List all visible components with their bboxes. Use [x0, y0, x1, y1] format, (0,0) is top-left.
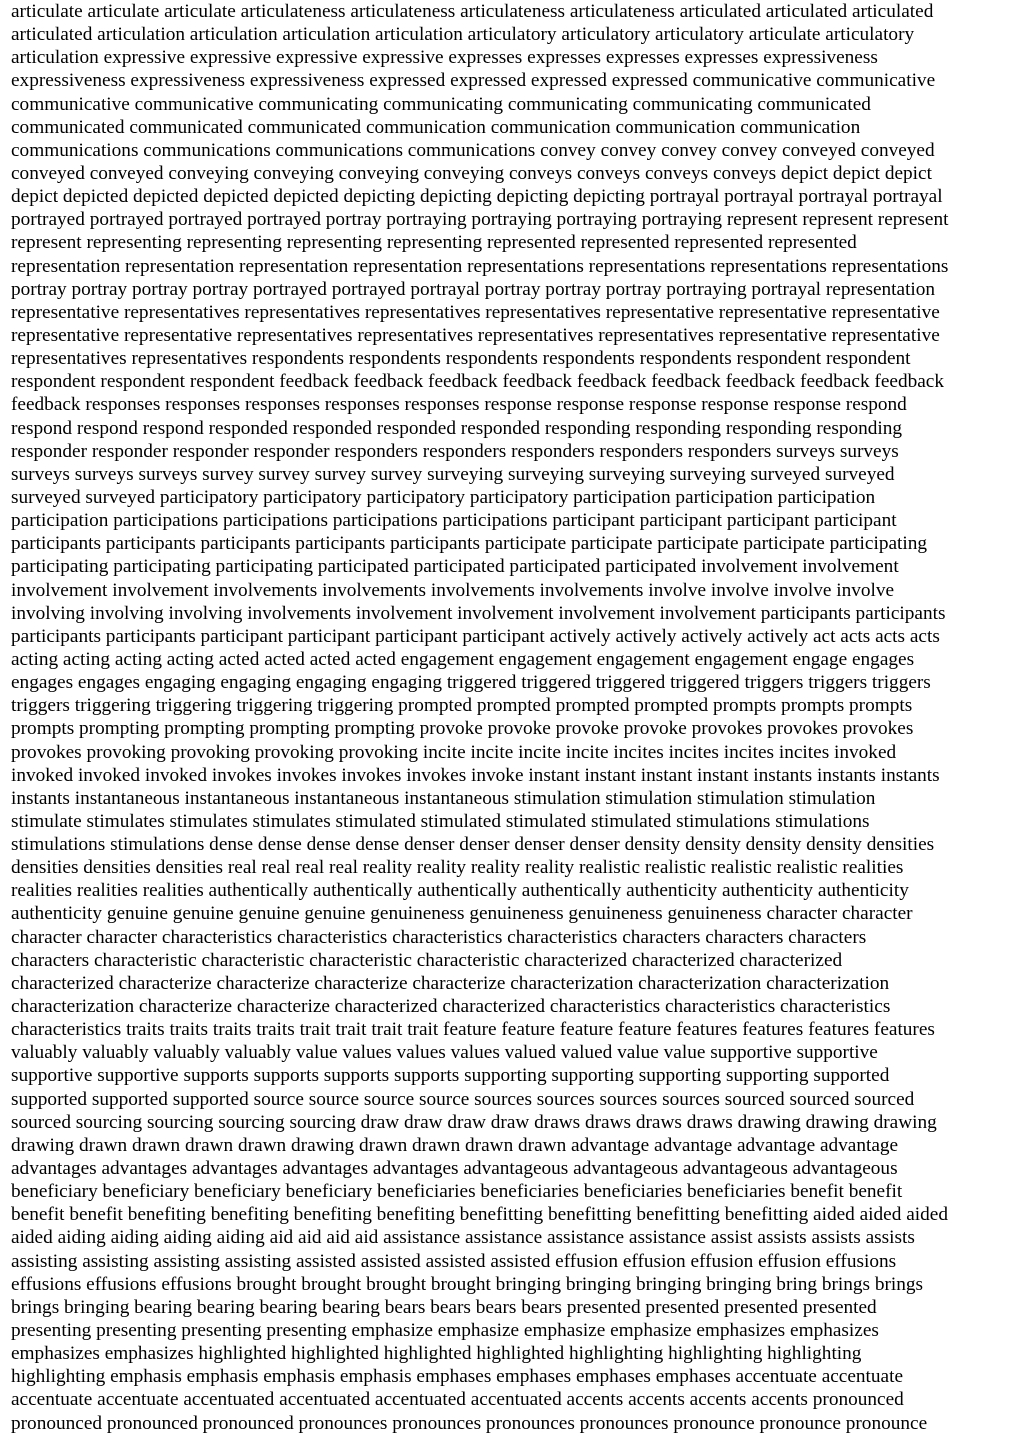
- text-line: presenting presenting presenting presenting emphasize emphasize emphasize emphasize emphasizes emphasizes: [11, 1320, 879, 1342]
- text-line: representative representative representatives representatives representatives representatives representative representative: [11, 324, 940, 346]
- text-line: expressiveness expressiveness expressiveness expressed expressed expressed expressed communicative communicative: [11, 70, 936, 92]
- text-line: supportive supportive supports supports supports supports supporting supporting supporting supporting supported: [11, 1065, 890, 1087]
- text-line: emphasizes emphasizes highlighted highlighted highlighted highlighted highlighting highlighting highlighting: [11, 1343, 862, 1365]
- text-line: drawing drawn drawn drawn drawn drawing drawn drawn drawn drawn advantage advantage advantage advantage: [11, 1134, 899, 1156]
- text-line: represent representing representing representing representing represented represented represented represented: [11, 232, 857, 254]
- text-line: conveyed conveyed conveying conveying conveying conveying conveys conveys conveys conveys depict depict depict: [11, 162, 932, 184]
- text-line: triggers triggering triggering triggering triggering prompted prompted prompted prompted prompts prompts prompts: [11, 695, 913, 717]
- text-line: articulated articulation articulation articulation articulation articulatory articulatory articulatory articulate articulatory: [11, 24, 915, 46]
- text-line: acting acting acting acting acted acted acted acted engagement engagement engagement engagement engage engages: [11, 648, 915, 670]
- text-line: communicative communicative communicating communicating communicating communicating communicated: [11, 93, 871, 115]
- text-line: [11, 1435, 1018, 1446]
- text-line: provokes provoking provoking provoking provoking incite incite incite incite incites incites incites incites invoked: [11, 741, 897, 763]
- text-line: advantages advantages advantages advantages advantages advantageous advantageous advantageous advantageous: [11, 1158, 898, 1180]
- text-line: communications communications communications communications convey convey convey convey conveyed conveyed: [11, 139, 935, 161]
- text-line: densities densities densities real real real real reality reality reality reality realistic realistic realistic realistic realities: [11, 857, 904, 879]
- text-line: representatives representatives respondents respondents respondents respondents respondents respondent respondent: [11, 348, 911, 370]
- text-line: respondent respondent respondent feedback feedback feedback feedback feedback feedback feedback feedback feedback: [11, 371, 944, 393]
- text-line: sourced sourcing sourcing sourcing sourcing draw draw draw draw draws draws draws draws drawing drawing drawing: [11, 1111, 937, 1133]
- text-line: realities realities realities authentically authentically authentically authentically authenticity authenticity authenticity: [11, 880, 909, 902]
- text-line: supported supported supported source source source source sources sources sources sources sourced sourced sourced: [11, 1088, 915, 1110]
- text-line: involvement involvement involvements involvements involvements involvements involve involve involve involve: [11, 579, 895, 601]
- text-line: characters characteristic characteristic characteristic characteristic characterized characterized characterized: [11, 949, 843, 971]
- text-line: brings bringing bearing bearing bearing bearing bears bears bears bears presented presented presented presented: [11, 1296, 877, 1318]
- text-line: character character characteristics characteristics characteristics characteristics characters characters characters: [11, 926, 867, 948]
- text-line: characterized characterize characterize characterize characterize characterization characterization characterization: [11, 972, 890, 994]
- text-line: participating participating participating participated participated participated participated involvement involvement: [11, 556, 899, 578]
- text-line: depict depicted depicted depicted depicted depicting depicting depicting depicting portrayal portrayal portrayal portrayal: [11, 186, 943, 208]
- text-line: stimulate stimulates stimulates stimulates stimulated stimulated stimulated stimulated stimulations stimulations: [11, 810, 870, 832]
- text-line: accentuate accentuate accentuated accentuated accentuated accentuated accents accents accents accents pronounced: [11, 1389, 904, 1411]
- text-line: stimulations stimulations dense dense dense dense denser denser denser denser density density density density densities: [11, 834, 935, 856]
- text-line: pronounced pronounced pronounced pronounces pronounces pronounces pronounces pronounce pronounce pronounce: [11, 1412, 928, 1434]
- text-line: assisting assisting assisting assisting assisted assisted assisted assisted effusion effusion effusion effusion effusions: [11, 1250, 897, 1272]
- text-line: engages engages engaging engaging engaging engaging triggered triggered triggered triggered triggers triggers triggers: [11, 672, 931, 694]
- text-line: involving involving involving involvements involvement involvement involvement involvement participants participants: [11, 602, 946, 624]
- text-line: valuably valuably valuably valuably value values values values valued valued value value supportive supportive: [11, 1042, 878, 1064]
- text-line: invoked invoked invoked invokes invokes invokes invokes invoke instant instant instant instant instants instants instants: [11, 764, 940, 786]
- text-line: surveys surveys surveys survey survey survey survey surveying surveying surveying surveying surveyed surveyed: [11, 463, 895, 485]
- text-line: articulate articulate articulate articulateness articulateness articulateness articulateness articulated articulated articulated: [11, 1, 934, 22]
- text-line: articulation expressive expressive expressive expressive expresses expresses expresses expresses expressiveness: [11, 47, 878, 69]
- text-line: participation participations participations participations participations participant participant participant participant: [11, 510, 897, 532]
- text-line: representation representation representation representation representations representations representations representations: [11, 255, 949, 277]
- text-line: beneficiary beneficiary beneficiary beneficiary beneficiaries beneficiaries beneficiaries beneficiaries benefit benefit: [11, 1181, 903, 1203]
- text-line: surveyed surveyed participatory participatory participatory participatory participation participation participation: [11, 486, 876, 508]
- text-line: benefit benefit benefiting benefiting benefiting benefiting benefitting benefitting benefitting benefitting aided aided aided: [11, 1204, 948, 1226]
- text-line: participants participants participant participant participant participant actively actively actively actively act acts acts acts: [11, 625, 940, 647]
- text-line: representative representatives representatives representatives representatives representative representative representative: [11, 301, 940, 323]
- text-line: authenticity genuine genuine genuine genuine genuineness genuineness genuineness genuineness character character: [11, 903, 913, 925]
- text-line: highlighting emphasis emphasis emphasis emphasis emphases emphases emphases emphases accentuate accentuate: [11, 1366, 904, 1388]
- text-line: portrayed portrayed portrayed portrayed portray portraying portraying portraying portraying represent represent represent: [11, 209, 949, 231]
- text-line: instants instantaneous instantaneous instantaneous instantaneous stimulation stimulation stimulation stimulation: [11, 787, 876, 809]
- text-line: feedback responses responses responses responses responses response response response response response respond: [11, 394, 907, 416]
- text-line: portray portray portray portray portrayed portrayed portrayal portray portray portray portraying portrayal representation: [11, 278, 936, 300]
- text-line: characterization characterize characterize characterized characterized characteristics characteristics characteristics: [11, 996, 891, 1018]
- text-line: respond respond respond responded responded responded responded responding responding responding responding: [11, 417, 903, 439]
- text-line: responder responder responder responder responders responders responders responders responders surveys surveys: [11, 440, 899, 462]
- text-line: characteristics traits traits traits traits trait trait trait trait feature feature feature feature features features features features: [11, 1019, 935, 1041]
- text-line: participants participants participants participants participants participate participate participate participate participating: [11, 533, 928, 555]
- text-line: effusions effusions effusions brought brought brought brought bringing bringing bringing bringing bring brings brings: [11, 1273, 924, 1295]
- text-line: aided aiding aiding aiding aiding aid aid aid aid assistance assistance assistance assistance assist assists assists assists: [11, 1227, 915, 1249]
- text-line: communicated communicated communicated communication communication communication communication: [11, 116, 861, 138]
- text-line: prompts prompting prompting prompting prompting provoke provoke provoke provoke provokes provokes provokes: [11, 718, 914, 740]
